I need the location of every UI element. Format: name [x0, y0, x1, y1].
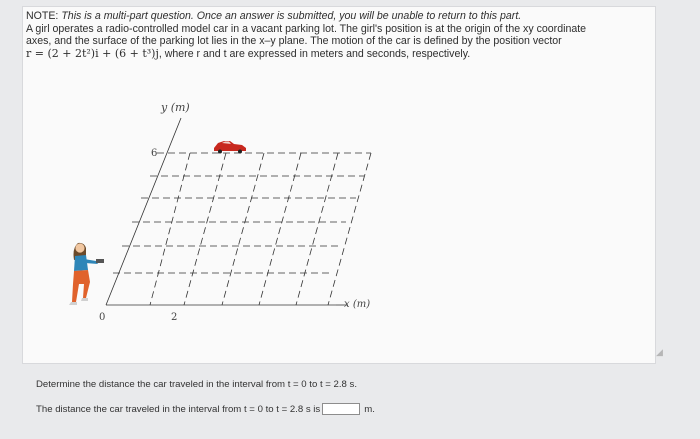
position-vector-equation: r = (2 + 2t²)i + (6 + t³)j: [26, 46, 159, 60]
answer-label: The distance the car traveled in the interval from t = 0 to t = 2.8 s is: [36, 403, 321, 415]
x-tick-2: 2: [171, 312, 178, 323]
origin-label: 0: [99, 312, 106, 323]
parking-lot-diagram: [66, 98, 396, 328]
answer-unit: m.: [364, 403, 375, 415]
problem-line-2: axes, and the surface of the parking lot lies in the x–y plane. The motion of the car is defined by the position vector: [26, 35, 562, 48]
resize-icon[interactable]: ◢: [656, 347, 663, 357]
note-text: This is a multi-part question. Once an answer is submitted, you will be unable to return to this part.: [61, 10, 522, 22]
problem-line-1: A girl operates a radio-controlled model car in a vacant parking lot. The girl's position is at the origin of the xy coordinate: [26, 22, 587, 35]
note-line: [26, 10, 648, 23]
answer-row: [36, 403, 375, 415]
y-axis: [106, 118, 181, 305]
girl-figure-icon: [69, 243, 104, 305]
parking-lot-figure: [66, 98, 396, 328]
distance-answer-input[interactable]: [322, 403, 360, 415]
y-axis-label: y (m): [161, 101, 190, 114]
note-label: NOTE:: [26, 10, 59, 22]
question-prompt: Determine the distance the car traveled in the interval from t = 0 to t = 2.8 s.: [36, 379, 358, 390]
problem-line-3-tail: , where r and t are expressed in meters and seconds, respectively.: [158, 47, 471, 60]
problem-statement: [26, 10, 648, 60]
x-axis-label: x (m): [344, 299, 371, 310]
grid-dashed-lines: [113, 153, 371, 305]
y-tick-6: 6: [151, 148, 158, 159]
model-car-icon: [214, 141, 246, 154]
problem-line-3: [26, 48, 648, 61]
